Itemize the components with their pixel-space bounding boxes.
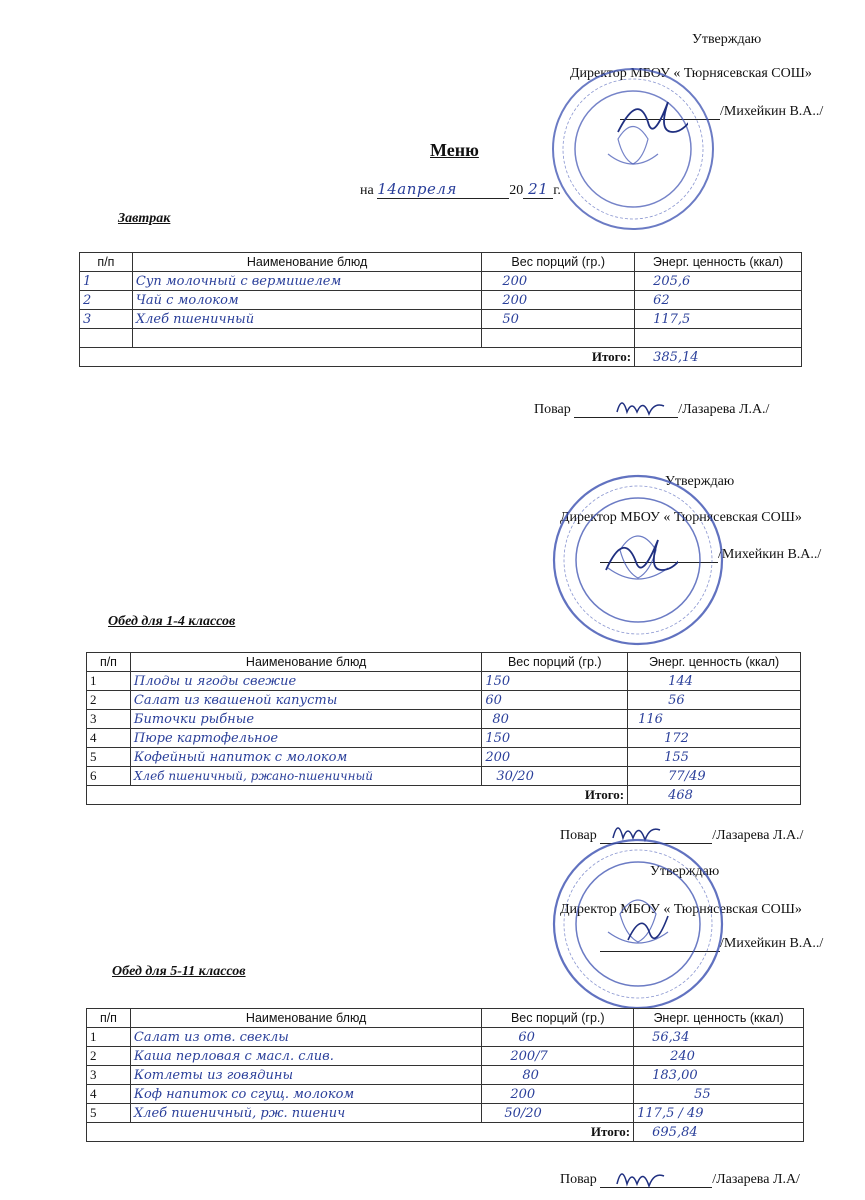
row-dish: Суп молочный с вермишелем [132,272,481,291]
row-energy: 56 [628,691,801,710]
row-weight: 80 [482,710,628,729]
director-name-1: /Михейкин В.А../ [720,104,824,119]
header-num: п/п [80,253,133,272]
row-weight: 200 [482,1085,634,1104]
cook-name: /Лазарева Л.А./ [678,402,770,417]
header-dish: Наименование блюд [132,253,481,272]
lunch-5-11-title: Обед для 5-11 классов [112,964,246,979]
table-row [87,672,801,691]
row-energy: 144 [628,672,801,691]
row-weight: 50 [482,310,635,329]
breakfast-header-row [80,253,802,272]
row-num: 1 [87,672,131,691]
row-energy: 240 [634,1047,804,1066]
total-label: Итого: [87,786,628,805]
row-num: 2 [80,291,133,310]
cook-label: Повар [534,402,571,417]
row-weight: 80 [482,1066,634,1085]
table-row [87,1047,804,1066]
row-dish: Хлеб пшеничный, ржано-пшеничный [130,767,481,786]
header-weight: Вес порций (гр.) [482,653,628,672]
lunch-1-4-header-row [87,653,801,672]
row-num: 5 [87,1104,131,1123]
row-num: 3 [80,310,133,329]
director-signature-scribble-3 [620,904,680,954]
row-weight: 30/20 [482,767,628,786]
breakfast-title: Завтрак [118,211,171,226]
header-weight: Вес порций (гр.) [482,1009,634,1028]
table-row [87,691,801,710]
row-dish: Котлеты из говядины [130,1066,481,1085]
row-dish: Салат из квашеной капусты [130,691,481,710]
row-energy: 205,6 [635,272,802,291]
row-num: 2 [87,1047,131,1066]
header-energy: Энерг. ценность (ккал) [628,653,801,672]
row-energy: 62 [635,291,802,310]
year-prefix: 20 [509,183,524,198]
header-num: п/п [87,653,131,672]
row-energy: 77/49 [628,767,801,786]
table-row [80,291,802,310]
header-energy: Энерг. ценность (ккал) [635,253,802,272]
table-row [87,1066,804,1085]
row-dish: Хлеб пшеничный [132,310,481,329]
director-label-3: Директор МБОУ « Тюрнясевская СОШ» [560,902,802,917]
row-weight: 50/20 [482,1104,634,1123]
row-num: 2 [87,691,131,710]
row-weight: 60 [482,691,628,710]
header-energy: Энерг. ценность (ккал) [634,1009,804,1028]
menu-date [360,180,561,199]
table-row [87,710,801,729]
table-row [87,748,801,767]
row-weight: 200/7 [482,1047,634,1066]
lunch-1-4-table [86,652,801,805]
row-num: 4 [87,729,131,748]
header-weight: Вес порций (гр.) [482,253,635,272]
date-prefix: на [360,183,374,198]
breakfast-table [79,252,802,367]
table-row [87,1085,804,1104]
director-label-2: Директор МБОУ « Тюрнясевская СОШ» [560,510,802,525]
cook-signature-1 [612,392,672,422]
table-row [87,1028,804,1047]
total-label: Итого: [80,348,635,367]
total-value: 695,84 [634,1123,804,1142]
header-num: п/п [87,1009,131,1028]
row-energy: 56,34 [634,1028,804,1047]
row-energy: 155 [628,748,801,767]
lunch-5-11-header-row [87,1009,804,1028]
year-suffix: г. [553,183,561,198]
row-weight: 150 [482,672,628,691]
director-name-2: /Михейкин В.А../ [718,547,822,562]
lunch-1-4-title: Обед для 1-4 классов [108,614,236,629]
total-label: Итого: [87,1123,634,1142]
cook-line-3 [560,1172,800,1188]
row-energy: 183,00 [634,1066,804,1085]
cook-signature-3 [612,1160,672,1192]
row-dish: Биточки рыбные [130,710,481,729]
row-dish: Каша перловая с масл. слив. [130,1047,481,1066]
row-num: 1 [80,272,133,291]
table-row-empty [80,329,802,348]
table-row [87,729,801,748]
total-row [87,786,801,805]
cook-label: Повар [560,828,597,843]
row-weight: 60 [482,1028,634,1047]
row-num: 3 [87,710,131,729]
row-dish: Чай с молоком [132,291,481,310]
row-dish: Пюре картофельное [130,729,481,748]
header-dish: Наименование блюд [130,1009,481,1028]
menu-title: Меню [430,140,479,160]
row-energy: 117,5 [635,310,802,329]
row-dish: Кофейный напиток с молоком [130,748,481,767]
table-row [80,272,802,291]
total-row [80,348,802,367]
approve-label-1: Утверждаю [692,32,762,47]
row-weight: 200 [482,748,628,767]
row-dish: Салат из отв. свеклы [130,1028,481,1047]
lunch-5-11-table [86,1008,804,1142]
director-signature-scribble-2 [598,528,678,588]
row-weight: 200 [482,272,635,291]
year-handwritten: 21 [523,180,553,199]
row-num: 6 [87,767,131,786]
row-energy: 55 [634,1085,804,1104]
table-row [87,767,801,786]
total-row [87,1123,804,1142]
row-energy: 116 [628,710,801,729]
total-value: 468 [628,786,801,805]
row-num: 1 [87,1028,131,1047]
row-dish: Коф напиток со сгущ. молоком [130,1085,481,1104]
cook-name: /Лазарева Л.А/ [712,1172,800,1187]
director-name-3: /Михейкин В.А../ [720,936,824,951]
director-signature-scribble-1 [608,92,688,152]
row-weight: 150 [482,729,628,748]
row-weight: 200 [482,291,635,310]
row-num: 3 [87,1066,131,1085]
director-label-1: Директор МБОУ « Тюрнясевская СОШ» [570,66,812,81]
approve-label-3: Утверждаю [650,864,720,879]
header-dish: Наименование блюд [130,653,481,672]
approve-label-2: Утверждаю [665,474,735,489]
table-row [87,1104,804,1123]
row-dish: Плоды и ягоды свежие [130,672,481,691]
row-num: 5 [87,748,131,767]
cook-label: Повар [560,1172,597,1187]
row-num: 4 [87,1085,131,1104]
date-handwritten: 14апреля [377,180,509,199]
cook-name: /Лазарева Л.А./ [712,828,804,843]
row-energy: 117,5 / 49 [634,1104,804,1123]
row-dish: Хлеб пшеничный, рж. пшенич [130,1104,481,1123]
total-value: 385,14 [635,348,802,367]
row-energy: 172 [628,729,801,748]
table-row [80,310,802,329]
